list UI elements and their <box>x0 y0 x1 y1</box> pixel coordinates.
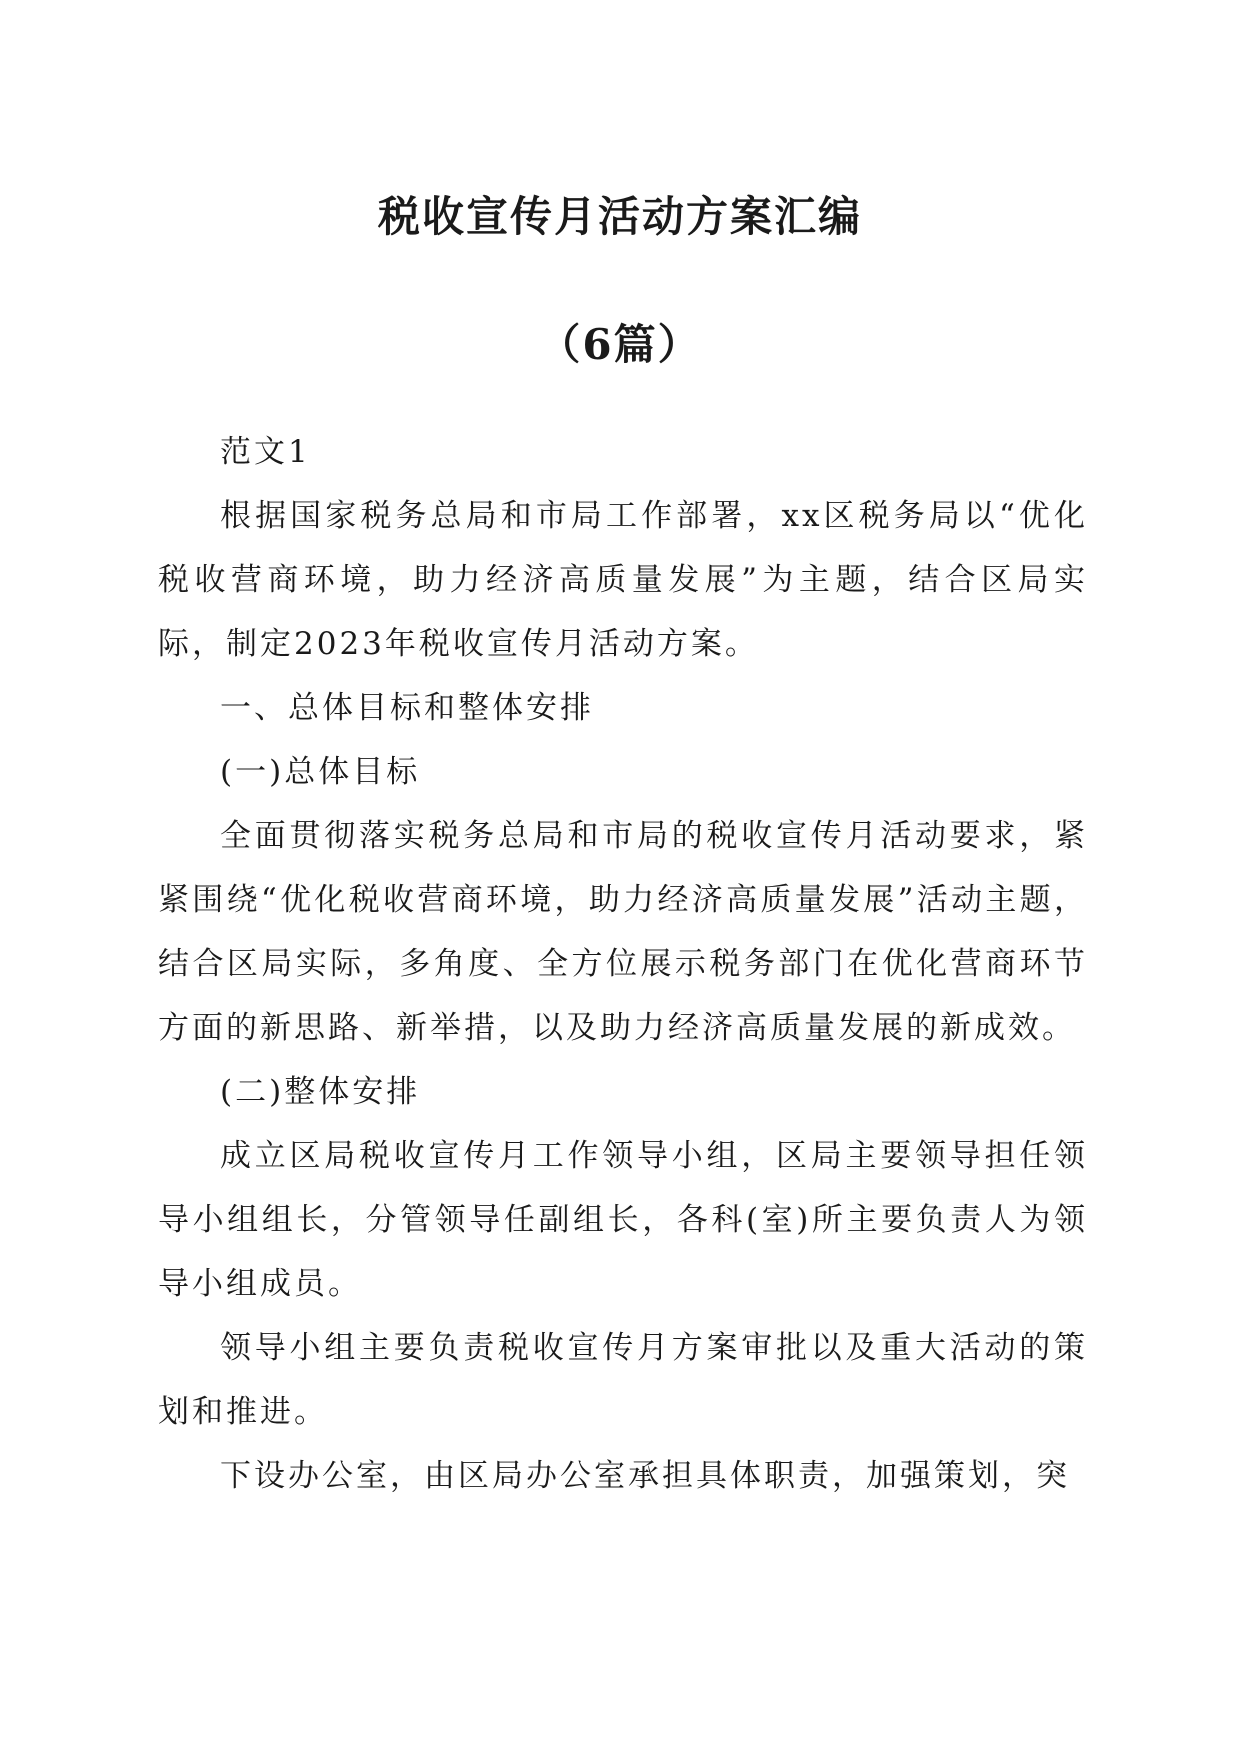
paragraph-office: 下设办公室，由区局办公室承担具体职责，加强策划，突 <box>220 1458 1070 1494</box>
paragraph-leadership-group: 成立区局税收宣传月工作领导小组，区局主要领导担任领导小组组长，分管领导任副组长，各科(室)所主要负责人为领导小组成员。 <box>158 1138 1088 1302</box>
subsection-heading-2: (二)整体安排 <box>220 1074 421 1110</box>
document-subtitle: （6篇） <box>538 320 702 369</box>
paragraph-group-duties: 领导小组主要负责税收宣传月方案审批以及重大活动的策划和推进。 <box>158 1330 1088 1430</box>
document-title: 税收宣传月活动方案汇编 <box>377 192 862 241</box>
paragraph-sample-label: 范文1 <box>220 434 311 470</box>
section-heading-1: 一、总体目标和整体安排 <box>220 690 594 726</box>
document-body <box>158 420 1088 1508</box>
paragraph-overall-goal: 全面贯彻落实税务总局和市局的税收宣传月活动要求，紧紧围绕“优化税收营商环境，助力经济高质量发展”活动主题，结合区局实际，多角度、全方位展示税务部门在优化营商环节方面的新思路、新举措，以及助力经济高质量发展的新成效。 <box>158 818 1088 1046</box>
subsection-heading-1: (一)总体目标 <box>220 754 421 790</box>
paragraph-intro: 根据国家税务总局和市局工作部署，xx区税务局以“优化税收营商环境，助力经济高质量发展”为主题，结合区局实际，制定2023年税收宣传月活动方案。 <box>158 498 1088 662</box>
